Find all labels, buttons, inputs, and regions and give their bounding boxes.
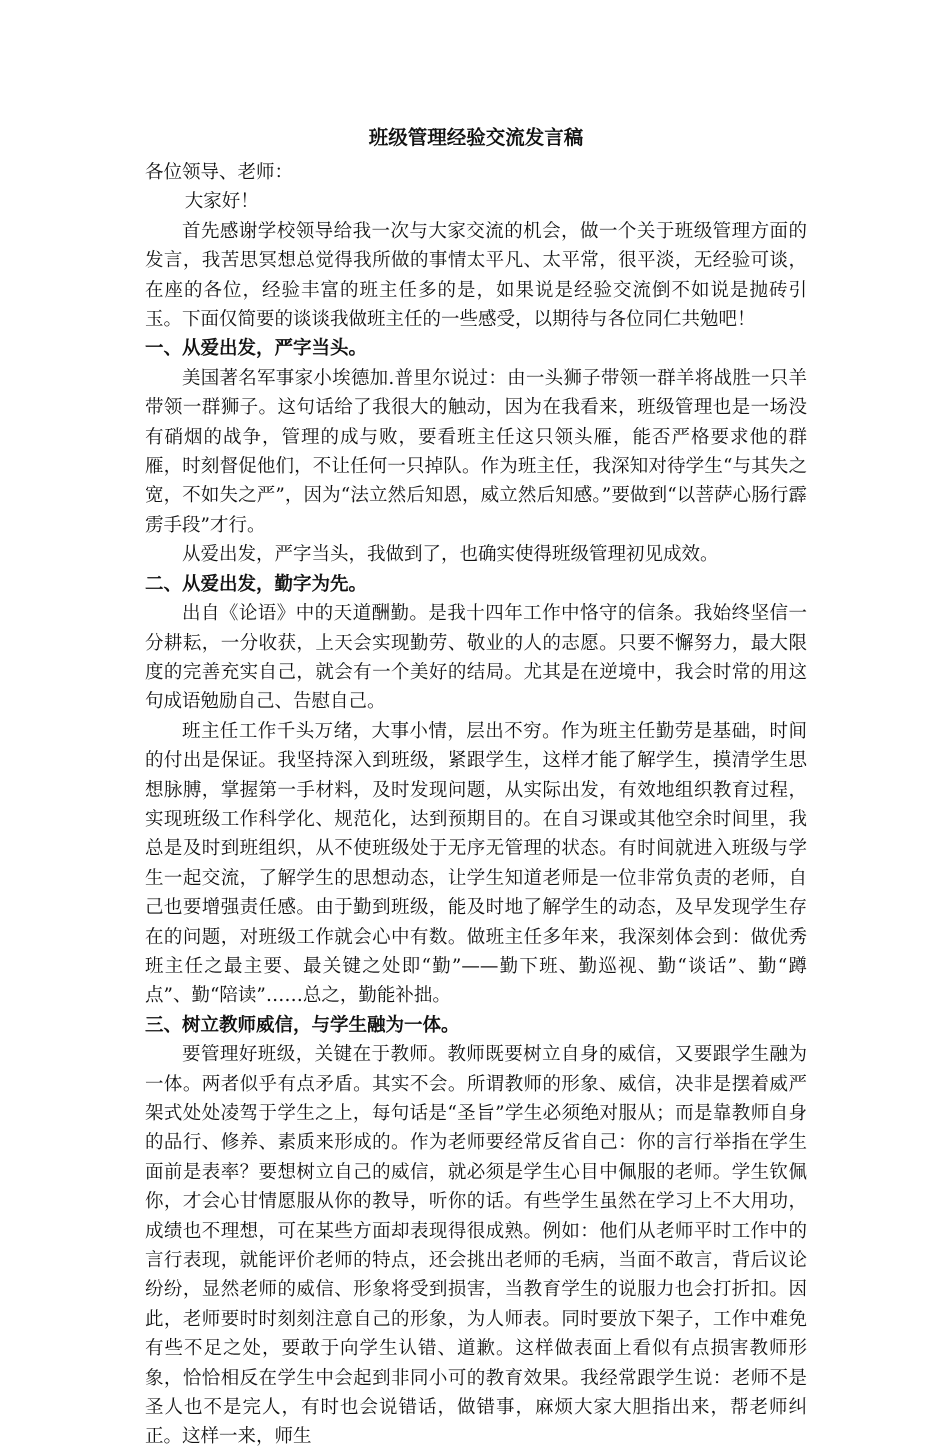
section-2 <box>145 570 807 1011</box>
section-heading: 一、从爱出发，严字当头。 <box>145 338 368 360</box>
intro-paragraph: 首先感谢学校领导给我一次与大家交流的机会，做一个关于班级管理方面的发言，我苦思冥想总觉得我所做的事情太平凡、太平常，很平淡，无经验可谈，在座的各位，经验丰富的班主任多的是，如果说是经验交流倒不如说是抛砖引玉。下面仅简要的谈谈我做班主任的一些感受，以期待与各位同仁共勉吧！ <box>145 220 807 331</box>
body-paragraph: 要管理好班级，关键在于教师。教师既要树立自身的威信，又要跟学生融为一体。两者似乎有点矛盾。其实不会。所谓教师的形象、威信，决非是摆着威严架式处处凌驾于学生之上，每句话是“圣旨”学生必须绝对服从；而是靠教师自身的品行、修养、素质来形成的。作为老师要经常反省自己：你的言行举指在学生面前是表率？要想树立自己的威信，就必须是学生心目中佩服的老师。学生钦佩你，才会心甘情愿服从你的教导，听你的话。有些学生虽然在学习上不大用功，成绩也不理想，可在某些方面却表现得很成熟。例如：他们从老师平时工作中的言行表现，就能评价老师的特点，还会挑出老师的毛病，当面不敢言，背后议论纷纷，显然老师的威信、形象将受到损害，当教育学生的说服力也会打折扣。因此，老师要时时刻刻注意自己的形象，为人师表。同时要放下架子，工作中难免有些不足之处，要敢于向学生认错、道歉。这样做表面上看似有点损害教师形象，恰恰相反在学生中会起到非同小可的教育效果。我经常跟学生说：老师不是圣人也不是完人，有时也会说错话，做错事，麻烦大家大胆指出来，帮老师纠正。这样一来，师生 <box>145 1044 807 1448</box>
body-paragraph: 出自《论语》中的天道酬勤。是我十四年工作中恪守的信条。我始终坚信一分耕耘，一分收获，上天会实现勤劳、敬业的人的志愿。只要不懈努力，最大限度的完善充实自己，就会有一个美好的结局。尤其是在逆境中，我会时常的用这句成语勉励自己、告慰自己。 <box>145 603 807 713</box>
body-paragraph: 美国著名军事家小埃德加.普里尔说过：由一头狮子带领一群羊将战胜一只羊带领一群狮子。这句话给了我很大的触动，因为在我看来，班级管理也是一场没有硝烟的战争，管理的成与败，要看班主任这只领头雁，能否严格要求他的群雁，时刻督促他们，不让任何一只掉队。作为班主任，我深知对待学生“与其失之宽，不如失之严”，因为“法立然后知恩，威立然后知感。”要做到“以菩萨心肠行霹雳手段”才行。 <box>145 367 807 536</box>
body-paragraph: 从爱出发，严字当头，我做到了，也确实使得班级管理初见成效。 <box>182 544 719 566</box>
section-3 <box>145 1011 807 1452</box>
document-body <box>145 118 807 1452</box>
body-paragraph: 班主任工作千头万绪，大事小情，层出不穷。作为班主任勤劳是基础，时间的付出是保证。我坚持深入到班级，紧跟学生，这样才能了解学生，摸清学生思想脉膊，掌握第一手材料，及时发现问题，从实际出发，有效地组织教育过程，实现班级工作科学化、规范化，达到预期目的。在自习课或其他空余时间里，我总是及时到班组织，从不使班级处于无序无管理的状态。有时间就进入班级与学生一起交流，了解学生的思想动态，让学生知道老师是一位非常负责的老师，自己也要增强责任感。由于勤到班级，能及时地了解学生的动态，及早发现学生存在的问题，对班级工作就会心中有数。做班主任多年来，我深刻体会到：做优秀班主任之最主要、最关键之处即“勤”——勤下班、勤巡视、勤“谈话”、勤“蹲点”、勤“陪读”……总之，勤能补拙。 <box>145 720 807 1007</box>
greeting: 大家好！ <box>184 191 259 213</box>
salutation: 各位领导、老师： <box>145 162 294 183</box>
section-1 <box>145 334 807 569</box>
document-title: 班级管理经验交流发言稿 <box>368 126 584 149</box>
section-heading: 二、从爱出发，勤字为先。 <box>145 573 368 595</box>
section-heading: 三、树立教师威信，与学生融为一体。 <box>145 1014 460 1036</box>
